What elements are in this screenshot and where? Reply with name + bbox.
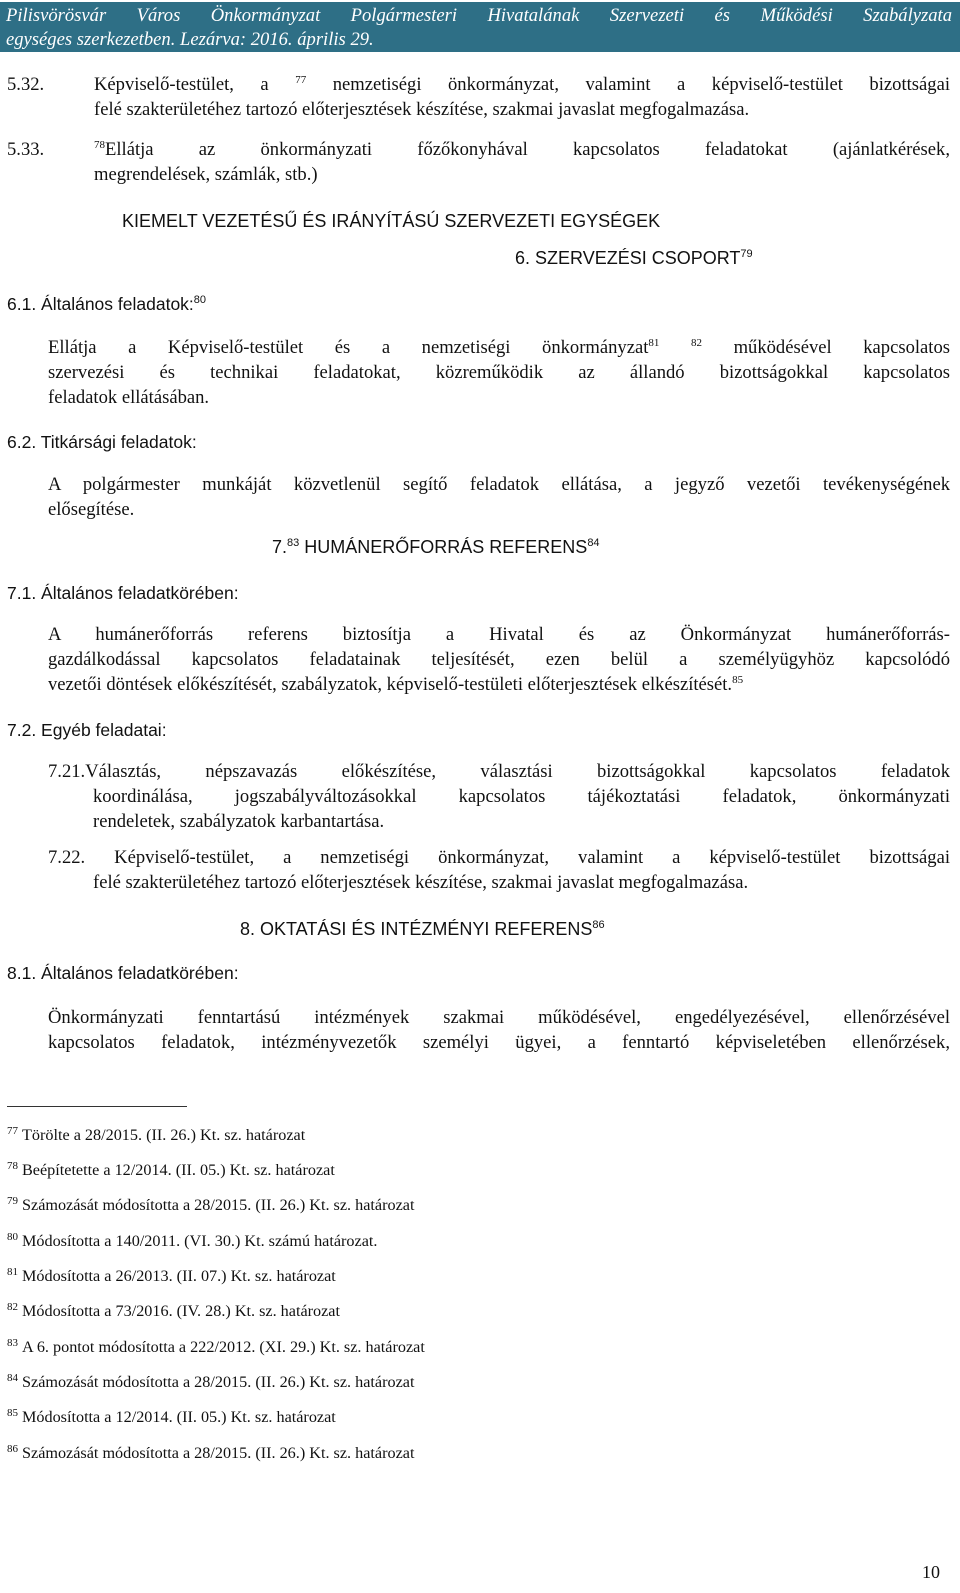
footnote-ref[interactable]: 78 xyxy=(94,138,105,151)
paragraph-6-2 xyxy=(48,472,950,522)
item-text-line: felé szakterületéhez tartozó előterjesztések készítése, szakmai javaslat megfogalmazása. xyxy=(93,872,749,893)
footnote-text: Számozását módosította a 28/2015. (II. 26.) Kt. sz. határozat xyxy=(22,1196,415,1214)
item-number: 5.32. xyxy=(7,74,45,95)
item-text-line: koordinálása, jogszabályváltozásokkal kapcsolatos tájékoztatási feladatok, önkormányzati xyxy=(93,786,950,807)
section-8-title xyxy=(240,917,605,942)
footnote xyxy=(7,1266,336,1286)
paragraph-line: kapcsolatos feladatok, intézményvezetők személyi ügyei, a fenntartó képviseletében ellenőrzések, xyxy=(48,1032,950,1053)
footnote xyxy=(7,1443,414,1463)
footnote-ref[interactable]: 84 xyxy=(587,537,600,549)
footnote-number: 86 xyxy=(7,1442,18,1455)
footnote-text: Módosította a 12/2014. (II. 05.) Kt. sz. határozat xyxy=(22,1408,336,1426)
subsection-7-2-heading: 7.2. Egyéb feladatai: xyxy=(7,720,167,740)
footnote-number: 83 xyxy=(7,1336,18,1349)
footnote xyxy=(7,1160,335,1180)
paragraph-8-1 xyxy=(48,1005,950,1055)
footnote-ref[interactable]: 86 xyxy=(592,919,605,931)
subsection-6-2-heading: 6.2. Titkársági feladatok: xyxy=(7,432,197,452)
footnote-separator xyxy=(7,1106,187,1107)
paragraph-line: feladatok ellátásában. xyxy=(48,387,210,408)
item-text-line: 7.22. Képviselő-testület, a nemzetiségi önkormányzat, valamint a képviselő-testület bizottságai xyxy=(48,847,950,868)
paragraph-7-1 xyxy=(48,622,950,697)
footnote-number: 79 xyxy=(7,1194,18,1207)
footnote xyxy=(7,1125,305,1145)
footnote-text: Törölte a 28/2015. (II. 26.) Kt. sz. határozat xyxy=(22,1126,306,1144)
paragraph-line: elősegítése. xyxy=(48,499,135,520)
footnote-number: 78 xyxy=(7,1159,18,1172)
footnote-number: 82 xyxy=(7,1300,18,1313)
footnote-ref[interactable]: 85 xyxy=(732,673,744,686)
footnote xyxy=(7,1195,414,1215)
paragraph-line: szervezési és technikai feladatokat, közreműködik az állandó bizottságokkal kapcsolatos xyxy=(48,362,950,383)
item-7-22 xyxy=(48,845,950,895)
item-text-line: 7.21.Választás, népszavazás előkészítése, választási bizottságokkal kapcsolatos feladatok xyxy=(48,761,950,782)
footnote-text: Számozását módosította a 28/2015. (II. 26.) Kt. sz. határozat xyxy=(22,1373,415,1391)
footnote-number: 77 xyxy=(7,1124,18,1137)
paragraph-line: A humánerőforrás referens biztosítja a Hivatal és az Önkormányzat humánerőforrás- xyxy=(48,624,950,645)
paragraph-line xyxy=(48,672,950,697)
footnote-ref[interactable]: 82 xyxy=(690,336,702,349)
footnote xyxy=(7,1407,336,1427)
footnote-ref[interactable]: 81 xyxy=(648,336,660,349)
item-text: Ellátja az önkormányzati főzőkonyhával kapcsolatos feladatokat (ajánlatkérések, xyxy=(105,139,950,160)
header-line-2: egységes szerkezetben. Lezárva: 2016. április 29. xyxy=(6,29,374,50)
section-7-title xyxy=(272,535,600,560)
footnote xyxy=(7,1337,425,1357)
subsection-6-1-heading xyxy=(7,292,206,317)
section-title-text: 8. OKTATÁSI ÉS INTÉZMÉNYI REFERENS xyxy=(240,919,593,939)
footnote xyxy=(7,1231,377,1251)
item-text-line: felé szakterületéhez tartozó előterjesztések készítése, szakmai javaslat megfogalmazása. xyxy=(94,99,750,120)
item-text-line xyxy=(94,137,950,162)
section-title-text: 6. SZERVEZÉSI CSOPORT xyxy=(515,248,741,268)
document-header xyxy=(0,2,960,52)
item-number: 5.33. xyxy=(7,139,45,160)
paragraph-line: Önkormányzati fenntartású intézmények szakmai működésével, engedélyezésével, ellenőrzésével xyxy=(48,1007,950,1028)
subsection-heading-text: 6.1. Általános feladatok: xyxy=(7,294,194,314)
paragraph-text: működésével kapcsolatos xyxy=(733,337,950,358)
footnote-number: 81 xyxy=(7,1265,18,1278)
footnote-number: 80 xyxy=(7,1230,18,1243)
footnote-number: 85 xyxy=(7,1406,18,1419)
footnote-text: Módosította a 140/2011. (VI. 30.) Kt. számú határozat. xyxy=(22,1232,378,1250)
section-heading: KIEMELT VEZETÉSŰ ÉS IRÁNYÍTÁSÚ SZERVEZETI EGYSÉGEK xyxy=(122,211,661,231)
subsection-7-1-heading: 7.1. Általános feladatkörében: xyxy=(7,583,239,603)
footnote-ref[interactable]: 77 xyxy=(295,73,307,86)
item-7-21 xyxy=(48,759,950,834)
footnote-ref[interactable]: 80 xyxy=(193,294,207,307)
section-title-text: 7. xyxy=(272,537,288,557)
footnote-text: A 6. pontot módosította a 222/2012. (XI. 29.) Kt. sz. határozat xyxy=(22,1338,425,1356)
paragraph-text: vezetői döntések előkészítését, szabályzatok, képviselő-testületi előterjesztések elkészítését. xyxy=(48,674,733,695)
paragraph-text: Ellátja a Képviselő-testület és a nemzetiségi önkormányzat xyxy=(48,337,649,358)
footnote-text: Módosította a 73/2016. (IV. 28.) Kt. sz. határozat xyxy=(22,1302,340,1320)
paragraph-line: gazdálkodással kapcsolatos feladatainak teljesítését, ezen belül a személyügyhöz kapcsolódó xyxy=(48,649,950,670)
item-text: nemzetiségi önkormányzat, valamint a képviselő-testület bizottságai xyxy=(332,74,950,95)
item-text-line: megrendelések, számlák, stb.) xyxy=(94,164,318,185)
footnote-ref[interactable]: 79 xyxy=(740,248,753,260)
item-text: Képviselő-testület, a xyxy=(94,74,269,95)
section-6-title xyxy=(515,246,753,271)
footnote-text: Módosította a 26/2013. (II. 07.) Kt. sz. határozat xyxy=(22,1267,336,1285)
footnote-text: Számozását módosította a 28/2015. (II. 26.) Kt. sz. határozat xyxy=(22,1444,415,1462)
footnote xyxy=(7,1372,414,1392)
item-text-line xyxy=(94,72,950,97)
header-line-1: Pilisvörösvár Város Önkormányzat Polgármesteri Hivatalának Szervezeti és Működési Szabályzata xyxy=(6,5,952,26)
paragraph-line: A polgármester munkáját közvetlenül segítő feladatok ellátása, a jegyző vezetői tevékenységének xyxy=(48,474,950,495)
page-number: 10 xyxy=(922,1562,940,1582)
section-title-text: HUMÁNERŐFORRÁS REFERENS xyxy=(304,537,588,557)
footnote-ref[interactable]: 83 xyxy=(287,537,300,549)
item-text-line: rendeletek, szabályzatok karbantartása. xyxy=(93,811,385,832)
footnote-text: Beépítetette a 12/2014. (II. 05.) Kt. sz. határozat xyxy=(22,1161,335,1179)
subsection-8-1-heading: 8.1. Általános feladatkörében: xyxy=(7,963,239,983)
footnote xyxy=(7,1301,340,1321)
paragraph-line xyxy=(48,335,950,360)
footnote-number: 84 xyxy=(7,1371,18,1384)
